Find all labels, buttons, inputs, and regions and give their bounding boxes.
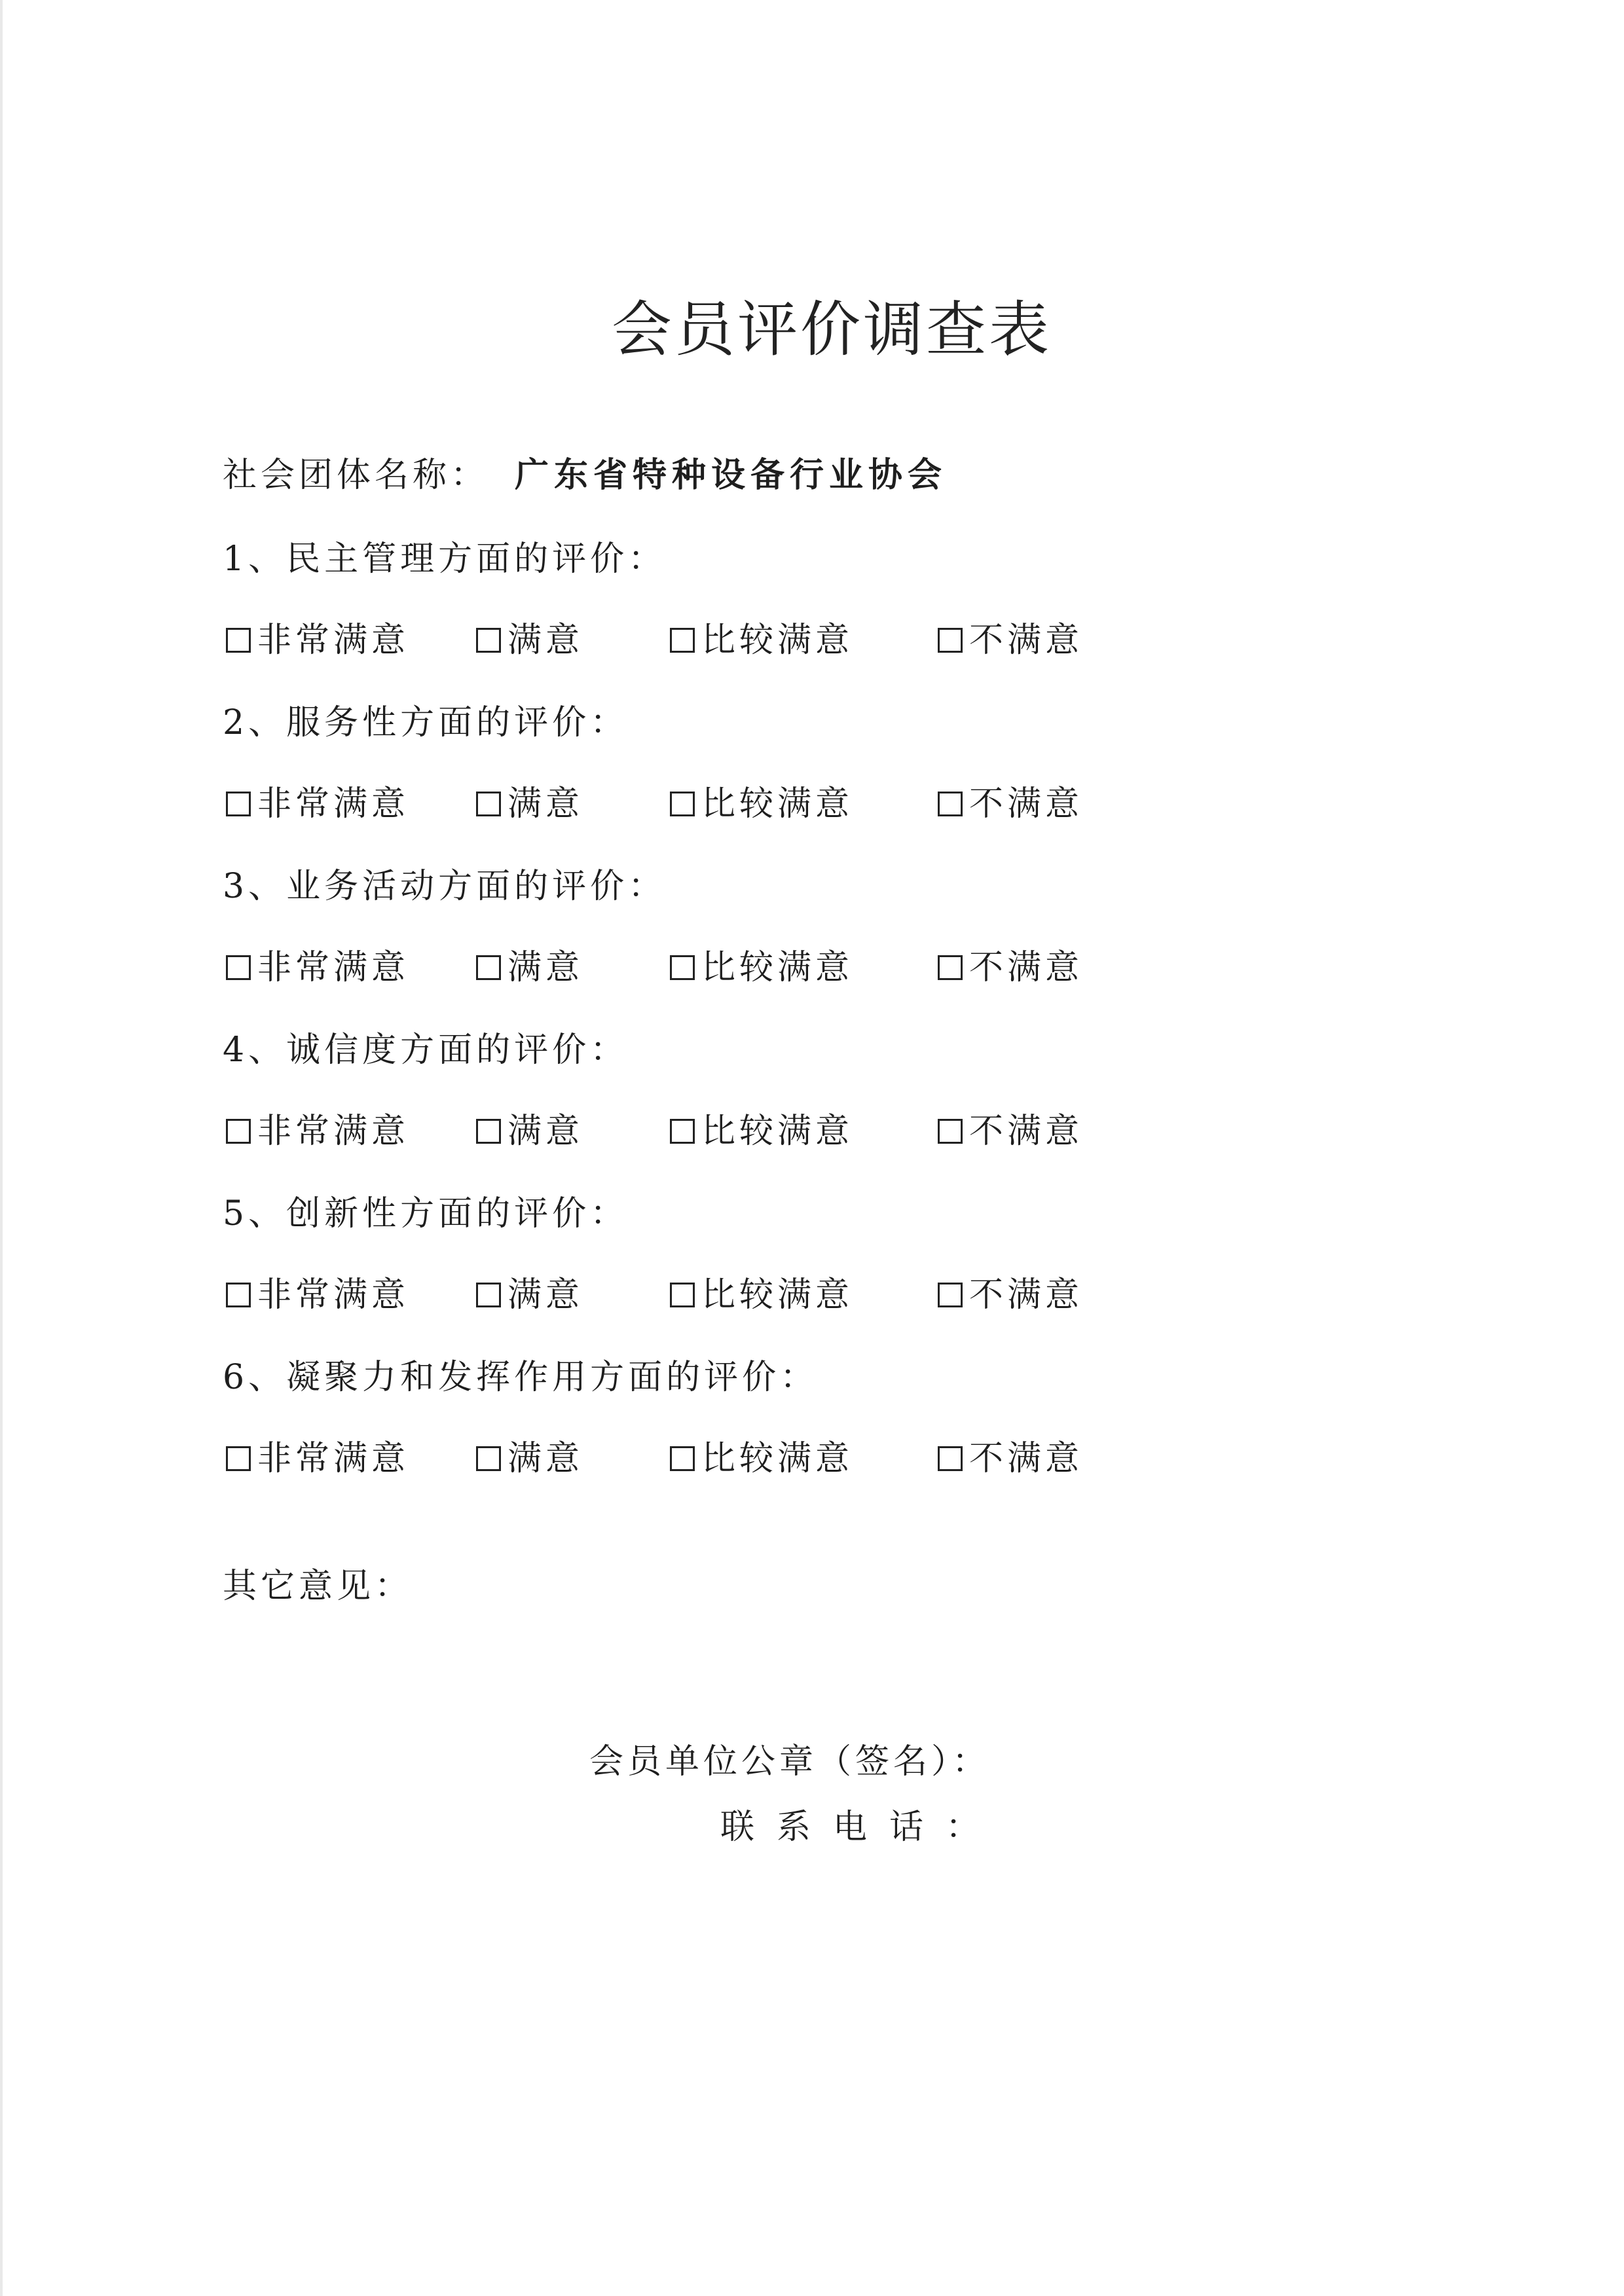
question-4: 4、诚信度方面的评价： bbox=[223, 1030, 629, 1070]
option-satisfied[interactable]: 满意 bbox=[476, 787, 583, 821]
checkbox[interactable] bbox=[226, 1283, 251, 1307]
question-1: 1、民主管理方面的评价： bbox=[223, 539, 667, 579]
checkbox[interactable] bbox=[226, 955, 251, 980]
option-dissatisfied[interactable]: 不满意 bbox=[938, 951, 1083, 985]
checkbox[interactable] bbox=[938, 955, 963, 980]
checkbox[interactable] bbox=[938, 628, 963, 653]
options-q6 bbox=[226, 1439, 1143, 1481]
checkbox[interactable] bbox=[226, 1446, 251, 1471]
checkbox[interactable] bbox=[476, 1283, 501, 1307]
checkbox[interactable] bbox=[670, 1119, 695, 1144]
checkbox[interactable] bbox=[670, 628, 695, 653]
option-very-satisfied[interactable]: 非常满意 bbox=[226, 1278, 409, 1312]
checkbox[interactable] bbox=[476, 1119, 501, 1144]
option-dissatisfied[interactable]: 不满意 bbox=[938, 623, 1083, 657]
checkbox[interactable] bbox=[476, 955, 501, 980]
org-line bbox=[223, 456, 948, 495]
checkbox[interactable] bbox=[938, 1446, 963, 1471]
checkbox[interactable] bbox=[670, 1283, 695, 1307]
option-dissatisfied[interactable]: 不满意 bbox=[938, 1442, 1083, 1476]
option-fairly-satisfied[interactable]: 比较满意 bbox=[670, 1442, 853, 1476]
checkbox[interactable] bbox=[476, 1446, 501, 1471]
page-title: 会员评价调查表 bbox=[611, 295, 1052, 365]
option-very-satisfied[interactable]: 非常满意 bbox=[226, 1114, 409, 1148]
option-very-satisfied[interactable]: 非常满意 bbox=[226, 787, 409, 821]
checkbox[interactable] bbox=[226, 1119, 251, 1144]
checkbox[interactable] bbox=[476, 628, 501, 653]
contact-phone-label: 联系电话： bbox=[720, 1808, 1003, 1847]
org-label: 社会团体名称： bbox=[223, 456, 489, 495]
options-q4 bbox=[226, 1114, 1143, 1154]
question-5: 5、创新性方面的评价： bbox=[223, 1194, 629, 1233]
option-fairly-satisfied[interactable]: 比较满意 bbox=[670, 787, 853, 821]
question-6: 6、凝聚力和发挥作用方面的评价： bbox=[223, 1358, 819, 1397]
option-very-satisfied[interactable]: 非常满意 bbox=[226, 1442, 409, 1476]
option-fairly-satisfied[interactable]: 比较满意 bbox=[670, 623, 853, 657]
options-q1 bbox=[226, 623, 1143, 663]
checkbox[interactable] bbox=[670, 1446, 695, 1471]
option-satisfied[interactable]: 满意 bbox=[476, 1442, 583, 1476]
stamp-signature-label: 会员单位公章（签名）： bbox=[589, 1742, 991, 1781]
option-dissatisfied[interactable]: 不满意 bbox=[938, 1278, 1083, 1312]
option-satisfied[interactable]: 满意 bbox=[476, 951, 583, 985]
option-dissatisfied[interactable]: 不满意 bbox=[938, 1114, 1083, 1148]
option-fairly-satisfied[interactable]: 比较满意 bbox=[670, 951, 853, 985]
checkbox[interactable] bbox=[670, 792, 695, 816]
checkbox[interactable] bbox=[670, 955, 695, 980]
option-fairly-satisfied[interactable]: 比较满意 bbox=[670, 1278, 853, 1312]
option-fairly-satisfied[interactable]: 比较满意 bbox=[670, 1114, 853, 1148]
option-satisfied[interactable]: 满意 bbox=[476, 1114, 583, 1148]
option-satisfied[interactable]: 满意 bbox=[476, 623, 583, 657]
checkbox[interactable] bbox=[226, 628, 251, 653]
checkbox[interactable] bbox=[938, 1283, 963, 1307]
option-very-satisfied[interactable]: 非常满意 bbox=[226, 623, 409, 657]
checkbox[interactable] bbox=[476, 792, 501, 816]
checkbox[interactable] bbox=[938, 1119, 963, 1144]
question-3: 3、业务活动方面的评价： bbox=[223, 867, 667, 906]
options-q3 bbox=[226, 948, 1143, 990]
checkbox[interactable] bbox=[938, 792, 963, 816]
options-q5 bbox=[226, 1275, 1143, 1317]
options-q2 bbox=[226, 784, 1143, 826]
other-opinions-label: 其它意见： bbox=[223, 1567, 413, 1606]
question-2: 2、服务性方面的评价： bbox=[223, 703, 629, 742]
org-name: 广东省特种设备行业协会 bbox=[515, 456, 948, 495]
option-very-satisfied[interactable]: 非常满意 bbox=[226, 951, 409, 985]
checkbox[interactable] bbox=[226, 792, 251, 816]
option-dissatisfied[interactable]: 不满意 bbox=[938, 787, 1083, 821]
option-satisfied[interactable]: 满意 bbox=[476, 1278, 583, 1312]
